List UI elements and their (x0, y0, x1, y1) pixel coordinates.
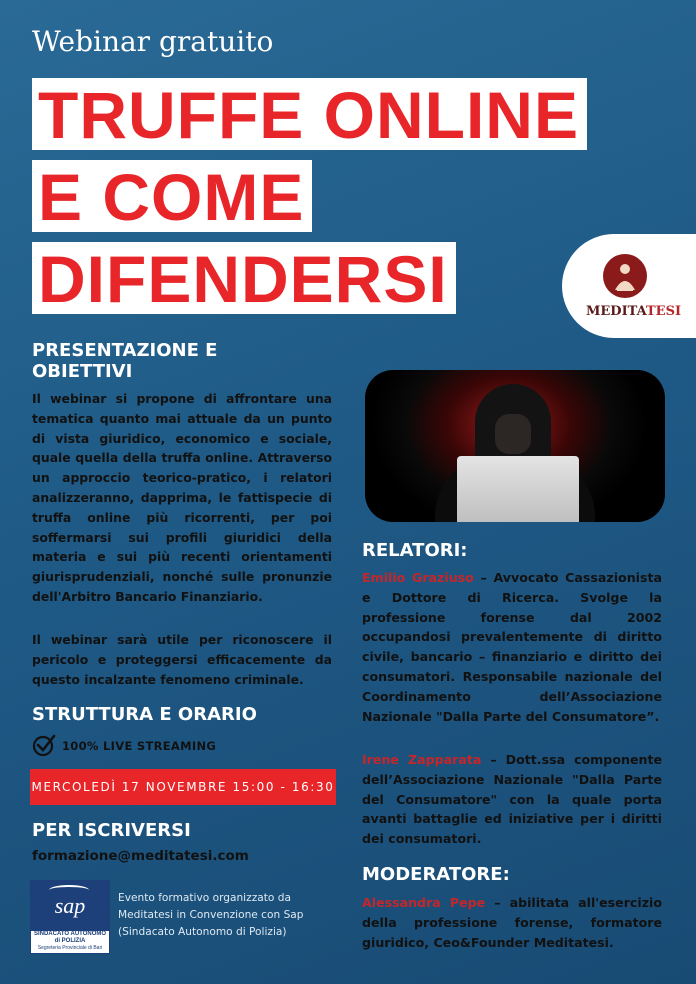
speaker-1 (362, 568, 662, 726)
presentation-heading-line1: PRESENTAZIONE E (32, 340, 218, 361)
moderator-name: Alessandra Pepe (362, 895, 486, 910)
speakers-heading: RELATORI: (362, 540, 468, 561)
date-time-banner: MERCOLEDÌ 17 NOVEMBRE 15:00 - 16:30 (30, 769, 336, 805)
moderator-bio: – abilitata all'esercizio della professione forense, formatore giuridico, Ceo&Founder Meditatesi. (362, 895, 662, 950)
logo-wordmark-part2: TESI (646, 304, 682, 319)
hacker-face (495, 414, 531, 454)
event-organizer-text: Evento formativo organizzato da Meditatesi in Convenzione con Sap (Sindacato Autonomo di Polizia) (118, 892, 304, 938)
presentation-paragraph-1: Il webinar si propone di affrontare una tematica quanto mai attuale da un punto di vista giuridico, economico e sociale, quale quella della truffa online. Attraverso un approccio teorico-pratico, i relatori analizzeranno, dapprima, le fattispecie di truffa online più ricorrenti, per poi soffermarsi sui profili giuridici della materia e sui più recenti orientamenti giurisprudenziali, nonché sulle pronunzie dell'Arbitro Bancario Finanziario. (32, 391, 332, 604)
sap-logo-subtitle: SINDACATO AUTONOMO di POLIZIA (33, 931, 107, 944)
presentation-heading-line2: OBIETTIVI (32, 361, 133, 382)
register-heading: PER ISCRIVERSI (32, 820, 191, 841)
logo-wordmark-part1: MEDITA (586, 304, 646, 319)
meditatesi-logo-icon (603, 254, 647, 298)
hacker-photo (365, 370, 665, 522)
logo-wordmark (586, 304, 681, 319)
structure-heading: STRUTTURA E ORARIO (32, 704, 257, 725)
register-email[interactable]: formazione@meditatesi.com (32, 848, 249, 864)
laptop-icon (457, 456, 579, 522)
title-line-2: E COME (32, 160, 312, 232)
speaker-2 (362, 750, 662, 849)
sap-logo (30, 880, 110, 954)
eyebrow-text: Webinar gratuito (32, 25, 274, 58)
presentation-paragraph-2: Il webinar sarà utile per riconoscere il pericolo e proteggersi efficacemente da questo incalzante fenomeno criminale. (32, 632, 332, 687)
presentation-heading (32, 340, 217, 382)
sap-logo-footer: Segreteria Provinciale di Bari (37, 945, 103, 951)
title-line-3: DIFENDERSI (32, 242, 456, 314)
sap-logo-word: sap (54, 893, 86, 918)
speaker-2-bio: – Dott.ssa componente dell’Associazione Nazionale "Dalla Parte del Consumatore" con la quale porta avanti battaglie ed iniziative per i diritti dei consumatori. (362, 752, 663, 847)
speaker-2-name: Irene Zapparata (362, 752, 482, 767)
moderator-heading: MODERATORE: (362, 864, 510, 885)
moderator (362, 893, 662, 952)
title-line-1: TRUFFE ONLINE (32, 78, 587, 150)
live-streaming-label: 100% LIVE STREAMING (62, 739, 217, 753)
speaker-1-name: Emilio Graziuso (362, 570, 474, 585)
speaker-1-bio: – Avvocato Cassazionista e Dottore di Ricerca. Svolge la professione forense dal 2002 occupandosi prevalentemente di diritto civile, bancario – finanziario e diritto dei consumatori. Responsabile nazionale del Coordinamento dell’Associazione Nazionale "Dalla Parte del Consumatore”. (362, 570, 662, 724)
checkmark-icon (32, 733, 56, 757)
